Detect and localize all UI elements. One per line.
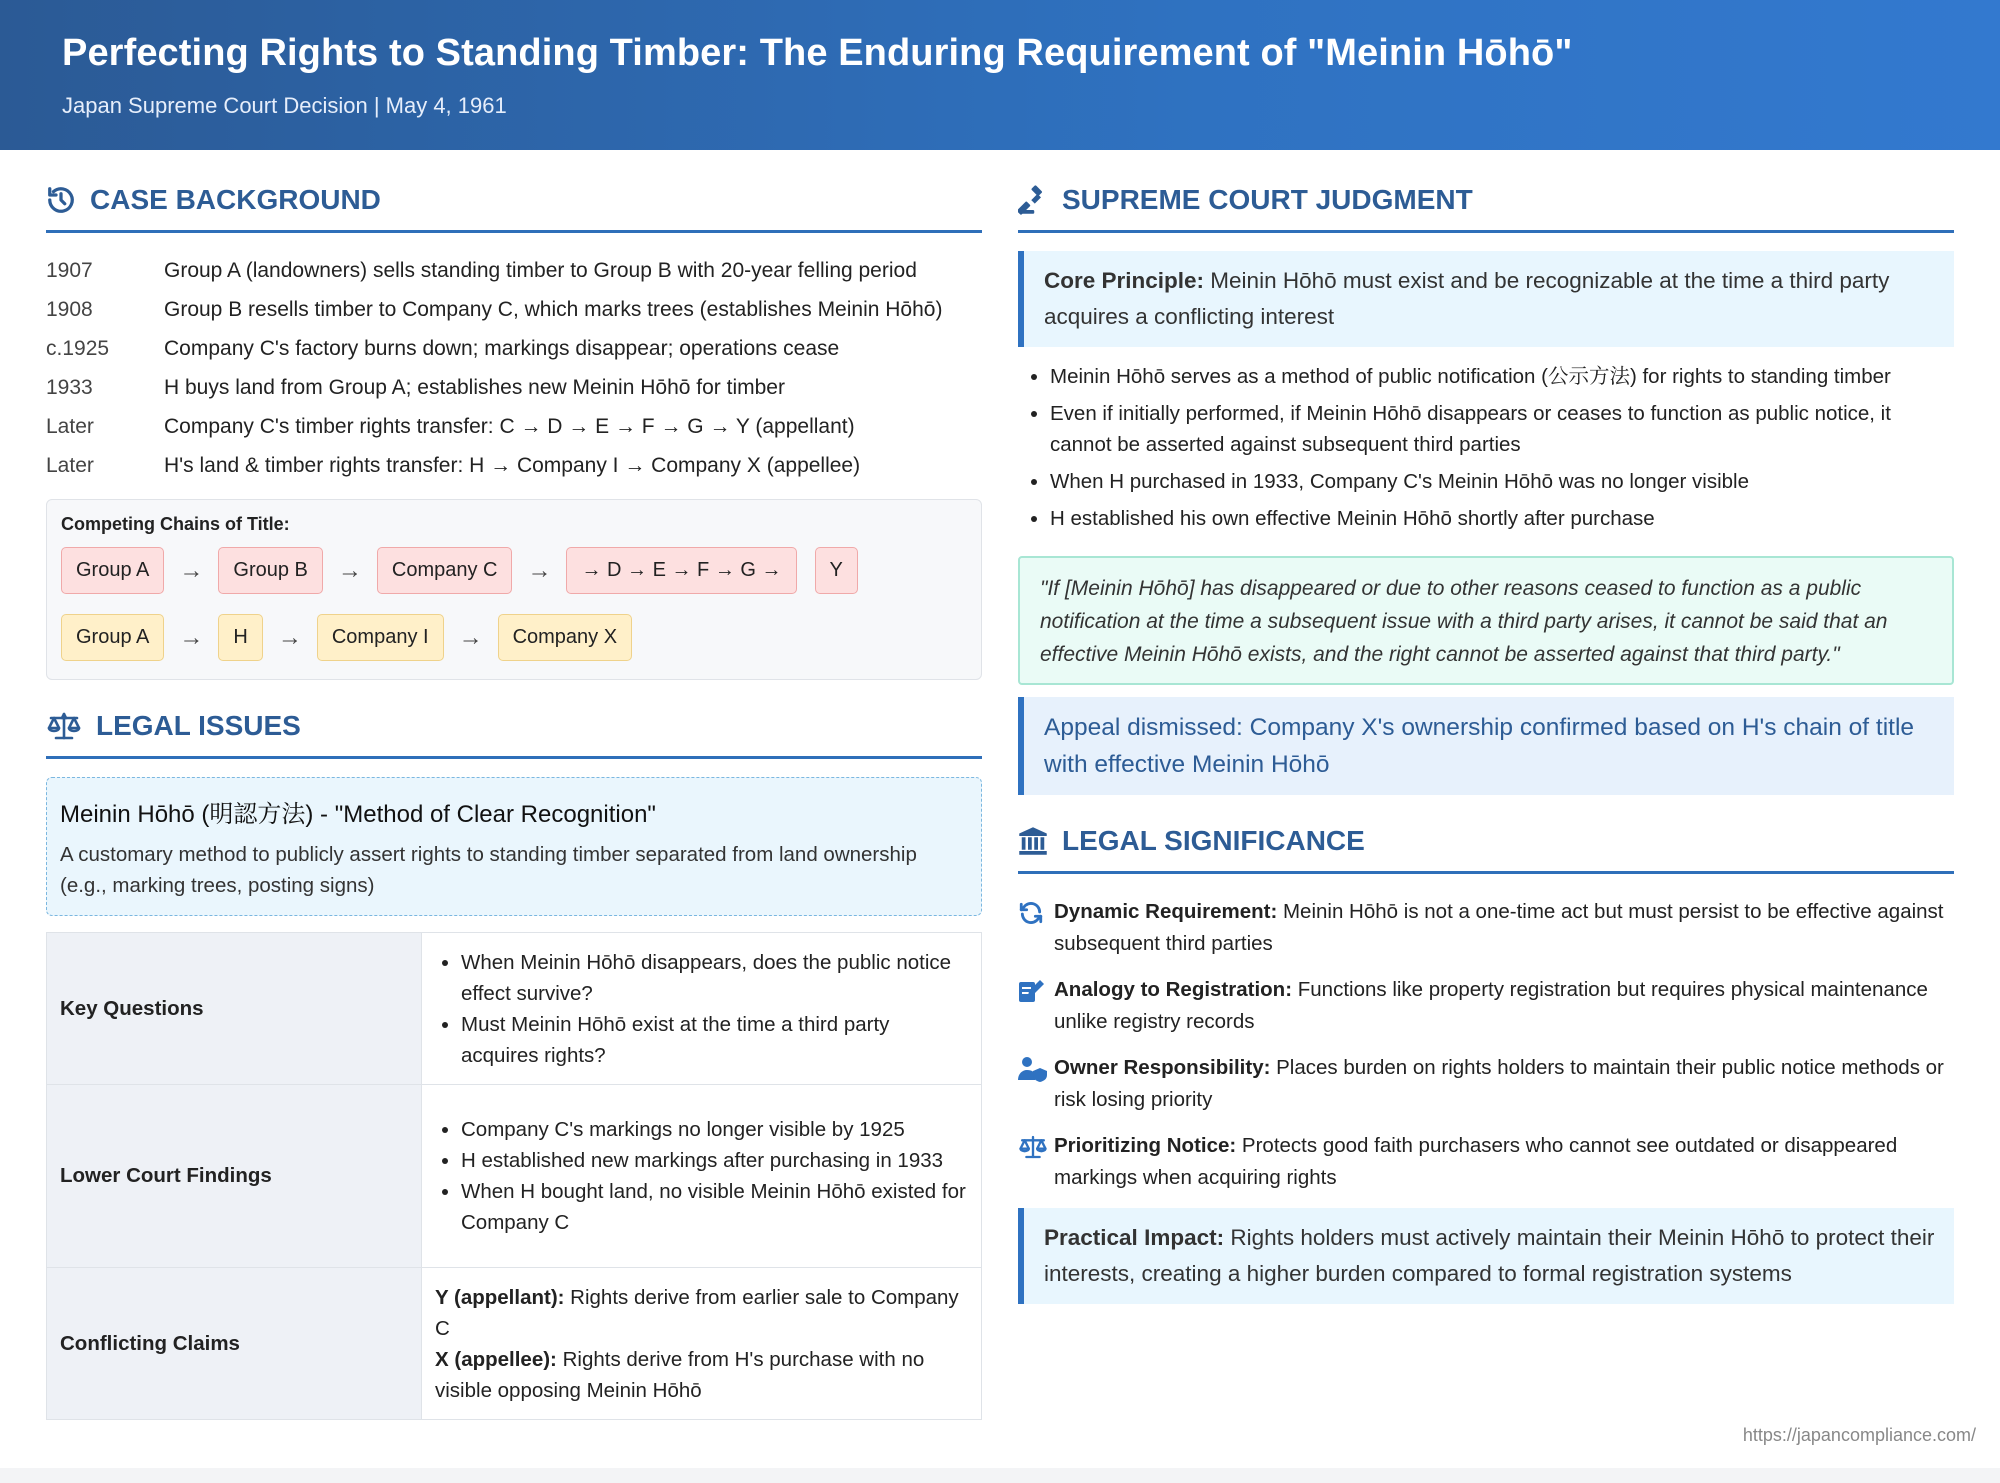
chain-arrow: → <box>179 556 204 584</box>
timeline-year: 1908 <box>46 298 93 321</box>
timeline-text: Group B resells timber to Company C, which marks trees (establishes Meinin Hōhō) <box>164 298 943 321</box>
issues-table <box>46 932 982 1420</box>
significance-label: Prioritizing Notice: <box>1054 1134 1237 1157</box>
dismissal-box: Appeal dismissed: Company X's ownership confirmed based on H's chain of title with effective Meinin Hōhō <box>1018 697 1954 795</box>
significance-heading <box>1018 825 1954 874</box>
significance-label: Owner Responsibility: <box>1054 1056 1271 1079</box>
bottom-band <box>0 1468 2000 1483</box>
chain-node: Company I <box>317 614 444 661</box>
row-header-lower-court: Lower Court Findings <box>47 1085 422 1268</box>
timeline-row <box>46 329 982 368</box>
significance-text <box>1054 1052 1954 1116</box>
header-banner <box>0 0 2000 150</box>
page-title: Perfecting Rights to Standing Timber: The Enduring Requirement of "Meinin Hōhō" <box>62 32 1573 74</box>
chain-node: Group A <box>61 614 164 661</box>
core-principle-box <box>1018 251 1954 347</box>
significance-list <box>1018 896 1954 1194</box>
sync-icon <box>1018 900 1044 926</box>
list-item: • Company C's markings no longer visible by 1925 <box>461 1114 967 1145</box>
definition-box <box>46 777 982 916</box>
case-background-title: CASE BACKGROUND <box>90 184 381 215</box>
left-column <box>46 150 982 1420</box>
lower-court-cell <box>422 1085 982 1268</box>
row-header-key-questions: Key Questions <box>47 933 422 1085</box>
scales-icon-wrap <box>1018 1130 1054 1194</box>
timeline-year: c.1925 <box>46 337 110 360</box>
timeline-row <box>46 407 982 446</box>
chain-company-c <box>61 547 967 594</box>
chain-node: → D → E → F → G → <box>566 547 796 594</box>
claim-y-text: Rights derive from earlier sale to Company C <box>435 1285 959 1340</box>
page-subtitle: Japan Supreme Court Decision | May 4, 1961 <box>62 93 507 118</box>
timeline-text: H's land & timber rights transfer: H → Company I → Company X (appellee) <box>164 454 861 477</box>
chain-node: Group B <box>218 547 322 594</box>
list-item: • H established new markings after purchasing in 1933 <box>461 1145 967 1176</box>
right-column <box>1018 150 1954 1304</box>
significance-title: LEGAL SIGNIFICANCE <box>1062 825 1365 856</box>
chain-node: Y <box>815 547 858 594</box>
significance-item <box>1018 1130 1954 1194</box>
definition-title: Meinin Hōhō (明認方法) - "Method of Clear Recognition" <box>60 801 656 828</box>
court-quote: "If [Meinin Hōhō] has disappeared or due to other reasons ceased to function as a public notification at the time a subsequent issue with a third party arises, it cannot be said that an effective Meinin Hōhō exists, and the right cannot be asserted against that third party." <box>1018 556 1954 685</box>
chain-arrow: → <box>277 623 302 651</box>
scales-icon <box>1018 1134 1048 1160</box>
practical-impact-text: Rights holders must actively maintain their Meinin Hōhō to protect their interests, creating a higher burden compared to formal registration systems <box>1044 1225 1935 1286</box>
edit-document-icon-wrap <box>1018 974 1054 1038</box>
list-item: • When H purchased in 1933, Company C's Meinin Hōhō was no longer visible <box>1050 466 1954 497</box>
chain-arrow: → <box>179 623 204 651</box>
footer-url[interactable]: https://japancompliance.com/ <box>1742 1425 1976 1445</box>
significance-item <box>1018 1052 1954 1116</box>
timeline-year: 1933 <box>46 376 93 399</box>
significance-desc: Protects good faith purchasers who cannot see outdated or disappeared markings when acquiring rights <box>1054 1134 1898 1189</box>
row-header-conflicting-claims: Conflicting Claims <box>47 1268 422 1420</box>
gavel-icon <box>1018 185 1048 215</box>
list-item: • Must Meinin Hōhō exist at the time a third party acquires rights? <box>461 1009 967 1071</box>
legal-issues-title: LEGAL ISSUES <box>96 710 301 741</box>
institution-icon <box>1018 826 1048 856</box>
timeline-year: 1907 <box>46 259 93 282</box>
list-item: • Meinin Hōhō serves as a method of public notification (公示方法) for rights to standing timber <box>1050 361 1954 392</box>
chain-node: Company X <box>498 614 633 661</box>
timeline-text: Company C's timber rights transfer: C → D → E → F → G → Y (appellant) <box>164 415 855 438</box>
chain-node: H <box>218 614 262 661</box>
timeline-text: Group A (landowners) sells standing timber to Group B with 20-year felling period <box>164 259 917 282</box>
list-item: • When Meinin Hōhō disappears, does the public notice effect survive? <box>461 947 967 1009</box>
judgment-title: SUPREME COURT JUDGMENT <box>1062 184 1473 215</box>
claim-x-text: Rights derive from H's purchase with no visible opposing Meinin Hōhō <box>435 1347 925 1402</box>
timeline-row <box>46 251 982 290</box>
legal-issues-heading <box>46 710 982 759</box>
timeline-text: H buys land from Group A; establishes new Meinin Hōhō for timber <box>164 376 785 399</box>
edit-document-icon <box>1018 978 1046 1004</box>
practical-impact-box <box>1018 1208 1954 1304</box>
judgment-heading <box>1018 184 1954 233</box>
significance-desc: Meinin Hōhō is not a one-time act but must persist to be effective against subsequent third parties <box>1054 900 1944 955</box>
timeline-year: Later <box>46 415 94 438</box>
practical-impact-label: Practical Impact: <box>1044 1225 1225 1250</box>
core-principle-label: Core Principle: <box>1044 268 1205 293</box>
sync-icon-wrap <box>1018 896 1054 960</box>
claim-x-label: X (appellee): <box>435 1347 557 1371</box>
claim-y <box>435 1282 967 1344</box>
timeline <box>46 251 982 485</box>
significance-text <box>1054 896 1954 960</box>
chains-label: Competing Chains of Title: <box>61 514 290 534</box>
significance-label: Dynamic Requirement: <box>1054 900 1278 923</box>
table-row <box>47 1268 982 1420</box>
list-item: • When H bought land, no visible Meinin Hōhō existed for Company C <box>461 1176 967 1238</box>
key-questions-cell <box>422 933 982 1085</box>
timeline-row <box>46 446 982 485</box>
significance-text <box>1054 1130 1954 1194</box>
significance-desc: Places burden on rights holders to maintain their public notice methods or risk losing priority <box>1054 1056 1944 1111</box>
chain-node: Group A <box>61 547 164 594</box>
competing-chains-panel <box>46 499 982 680</box>
timeline-year: Later <box>46 454 94 477</box>
claim-y-label: Y (appellant): <box>435 1285 565 1309</box>
significance-item <box>1018 974 1954 1038</box>
chain-h <box>61 614 967 661</box>
timeline-text: Company C's factory burns down; markings disappear; operations cease <box>164 337 840 360</box>
case-background-heading <box>46 184 982 233</box>
timeline-row <box>46 290 982 329</box>
table-row <box>47 933 982 1085</box>
definition-text: A customary method to publicly assert rights to standing timber separated from land ownership (e.g., marking trees, posting signs) <box>60 843 917 897</box>
significance-text <box>1054 974 1954 1038</box>
chain-node: Company C <box>377 547 513 594</box>
chain-arrow: → <box>337 556 362 584</box>
significance-label: Analogy to Registration: <box>1054 978 1293 1001</box>
table-row <box>47 1085 982 1268</box>
user-shield-icon-wrap <box>1018 1052 1054 1116</box>
significance-item <box>1018 896 1954 960</box>
claim-x <box>435 1344 967 1406</box>
list-item: • H established his own effective Meinin Hōhō shortly after purchase <box>1050 503 1954 534</box>
list-item: • Even if initially performed, if Meinin Hōhō disappears or ceases to function as public notice, it cannot be asserted against subsequent third parties <box>1050 398 1954 460</box>
judgment-bullets <box>1018 361 1954 534</box>
core-principle-text: Meinin Hōhō must exist and be recognizable at the time a third party acquires a conflicting interest <box>1044 268 1890 329</box>
timeline-row <box>46 368 982 407</box>
scales-icon <box>46 711 82 741</box>
chain-arrow: → <box>458 623 483 651</box>
conflicting-claims-cell <box>422 1268 982 1420</box>
user-shield-icon <box>1018 1056 1048 1082</box>
significance-desc: Functions like property registration but requires physical maintenance unlike registry records <box>1054 978 1928 1033</box>
chain-arrow: → <box>527 556 552 584</box>
history-icon <box>46 185 76 215</box>
